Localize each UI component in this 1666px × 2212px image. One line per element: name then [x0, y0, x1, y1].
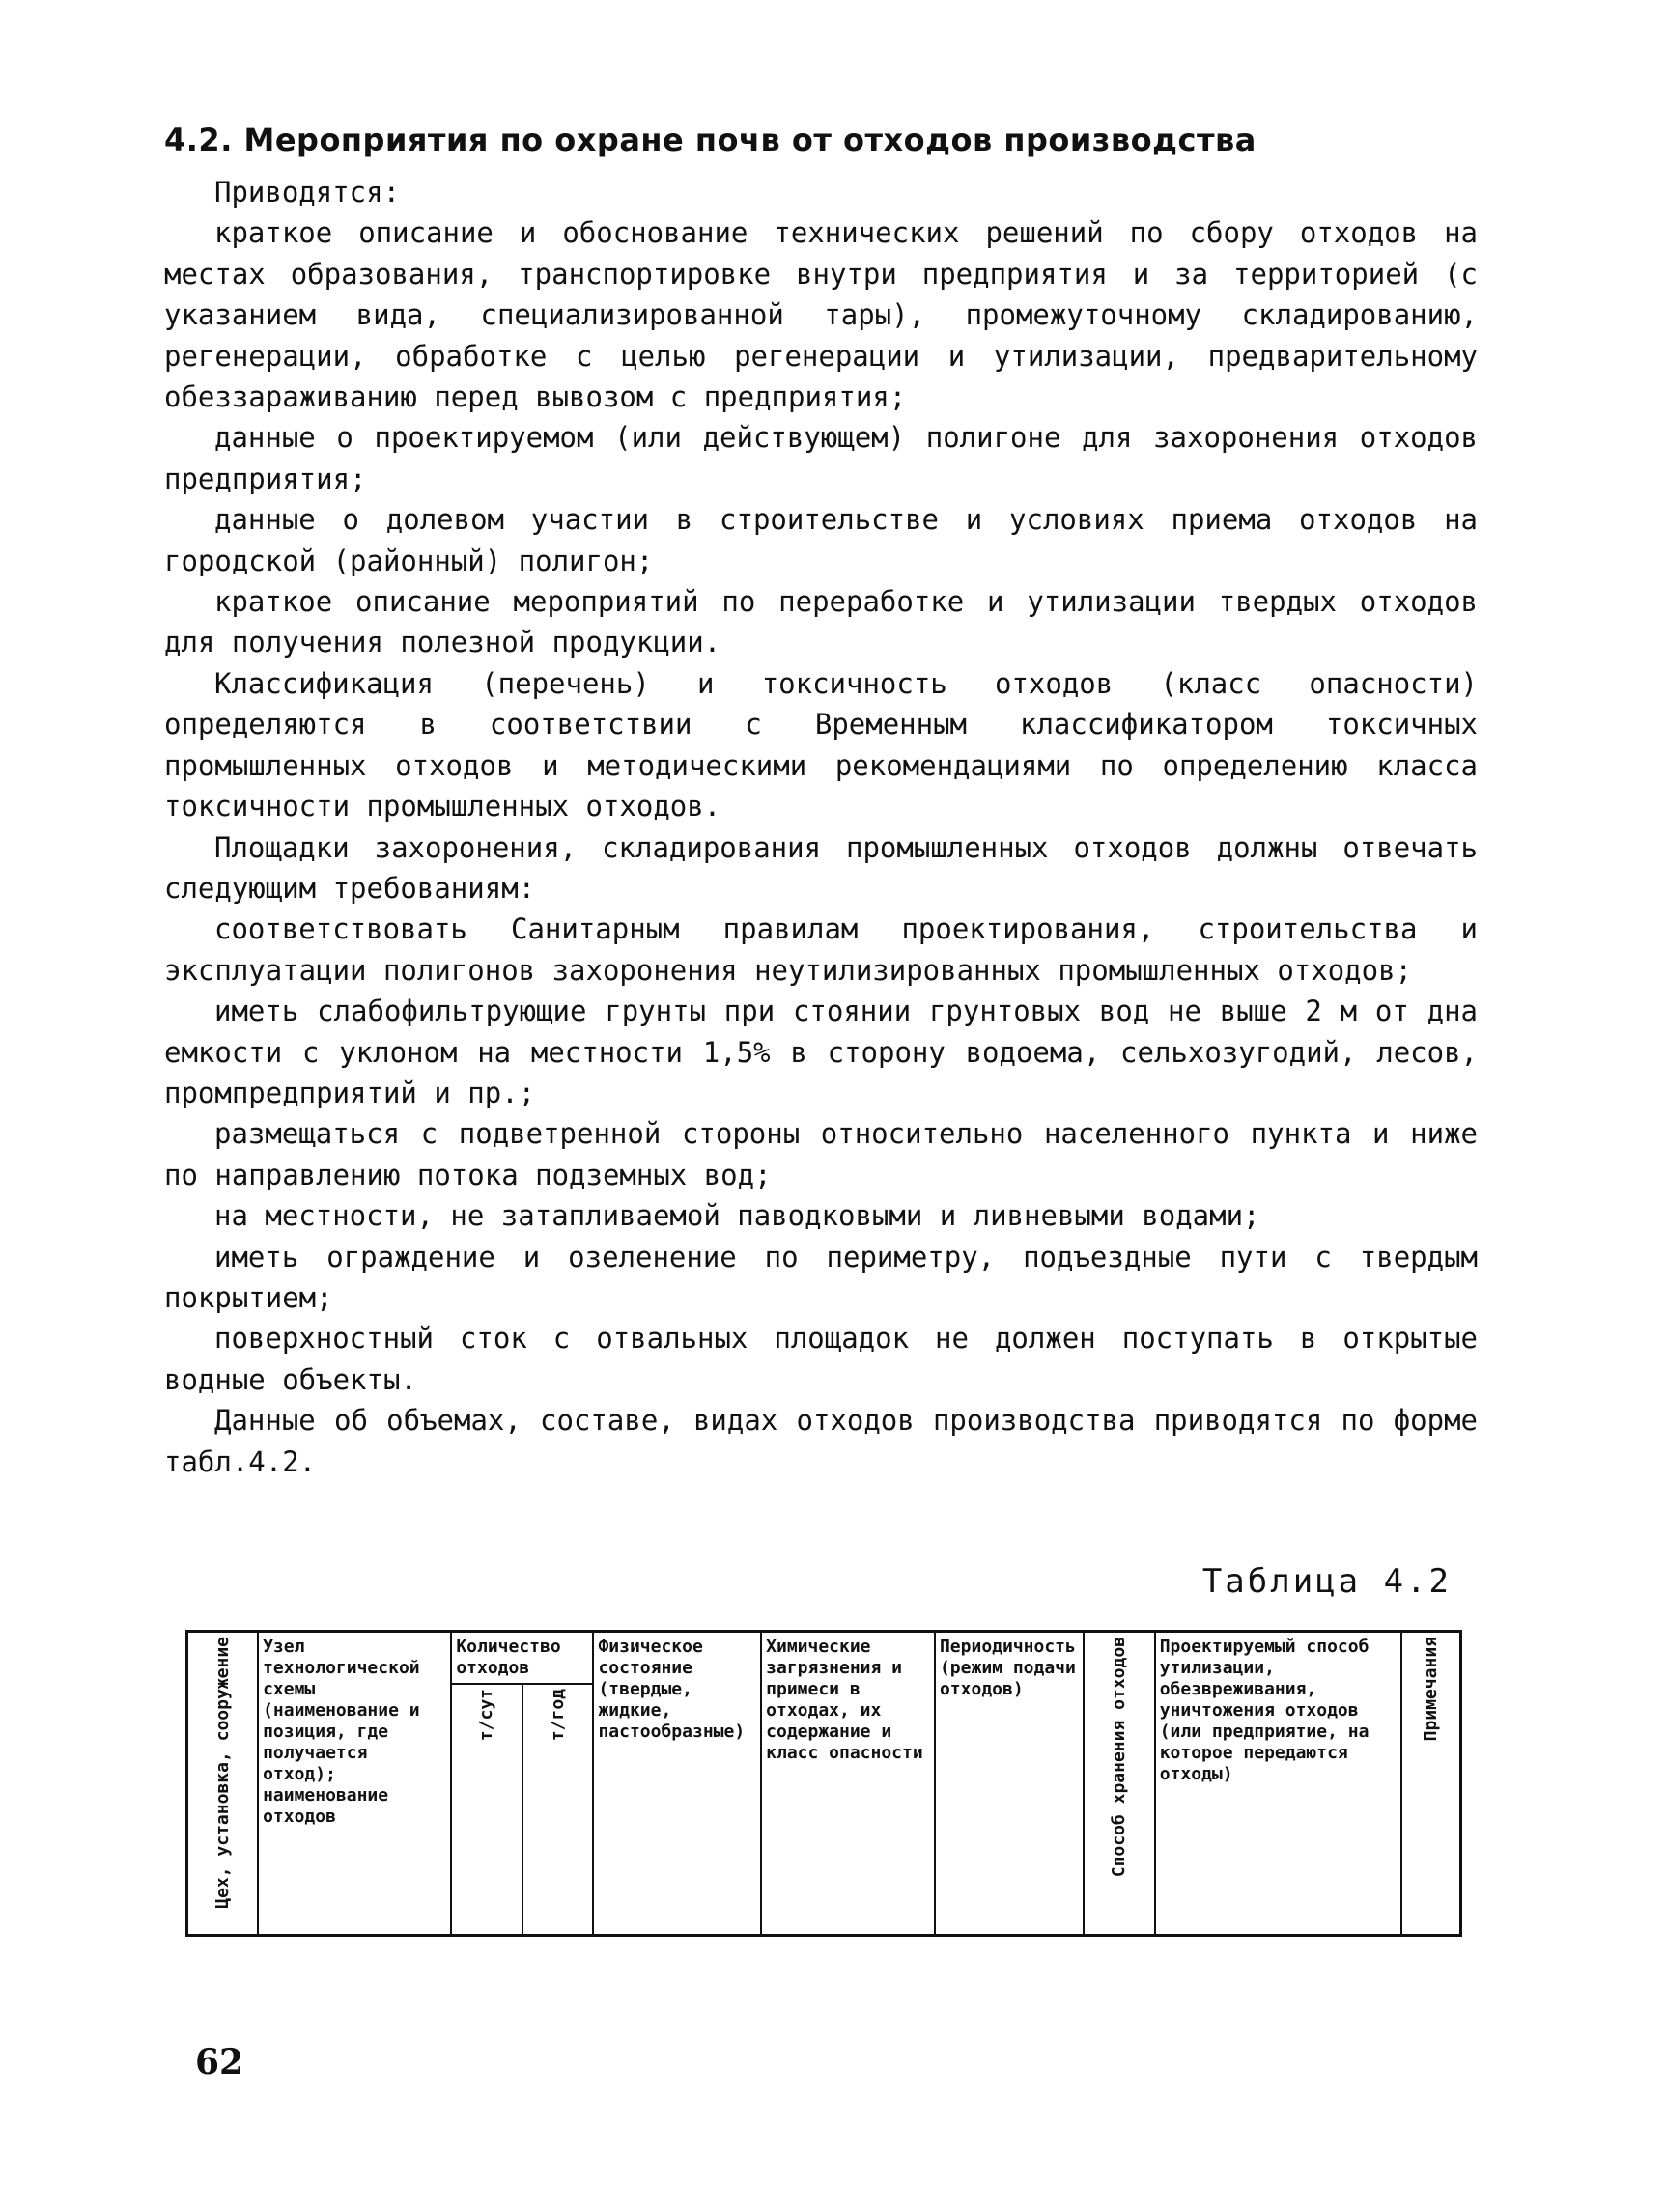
paragraph: иметь ограждение и озеленение по периметру, подъездные пути с твердым покрытием;: [164, 1240, 1478, 1314]
waste-table: [185, 1630, 1462, 1937]
header-physical: Физическое состояние (твердые, жидкие, пастообразные): [593, 1632, 761, 1936]
paragraph: данные о долевом участии в строительстве и условиях приема отходов на городской (районный) полигон;: [164, 503, 1478, 577]
table-caption: Таблица 4.2: [1201, 1562, 1452, 1601]
paragraph: Классификация (перечень) и токсичность отходов (класс опасности) определяются в соответствии с Временным классификатором токсичных промышленных отходов и методическими рекомендациями по определению класса токсичности промышленных отходов.: [164, 666, 1478, 824]
table-header-row: [187, 1632, 1461, 1685]
header-workshop: Цех, установка, сооружение: [187, 1632, 259, 1936]
body-text: [164, 172, 1478, 1482]
section-heading: 4.2. Мероприятия по охране почв от отходов производства: [164, 122, 1257, 158]
paragraph: Данные об объемах, составе, видах отходов производства приводятся по форме табл.4.2.: [164, 1404, 1478, 1478]
header-qty-year: т/год: [522, 1684, 594, 1936]
header-notes: Примечания: [1401, 1632, 1460, 1936]
header-storage: Способ хранения отходов: [1084, 1632, 1155, 1936]
paragraph: данные о проектируемом (или действующем) полигоне для захоронения отходов предприятия;: [164, 421, 1478, 495]
header-quantity: Количество отходов: [451, 1632, 593, 1685]
paragraph: краткое описание мероприятий по переработке и утилизации твердых отходов для получения полезной продукции.: [164, 585, 1478, 659]
paragraph: поверхностный сток с отвальных площадок не должен поступать в открытые водные объекты.: [164, 1322, 1478, 1396]
paragraph: Приводятся:: [214, 176, 401, 209]
paragraph: иметь слабофильтрующие грунты при стоянии грунтовых вод не выше 2 м от дна емкости с уклоном на местности 1,5% в сторону водоема, сельхозугодий, лесов, промпредприятий и пр.;: [164, 994, 1478, 1109]
header-qty-day: т/сут: [451, 1684, 522, 1936]
paragraph: соответствовать Санитарным правилам проектирования, строительства и эксплуатации полигонов захоронения неутилизированных промышленных отходов;: [164, 912, 1478, 987]
header-method: Проектируемый способ утилизации, обезвреживания, уничтожения отходов (или предприятие, на которое передаются отходы): [1155, 1632, 1401, 1936]
header-node: Узел технологической схемы (наименование и позиция, где получается отход); наименование отходов: [258, 1632, 451, 1936]
header-periodicity: Периодичность (режим подачи отходов): [935, 1632, 1084, 1936]
paragraph: краткое описание и обоснование технических решений по сбору отходов на местах образования, транспортировке внутри предприятия и за территорией (с указанием вида, специализированной тары), промежуточному складированию, регенерации, обработке с целью регенерации и утилизации, предварительному обеззараживанию перед вывозом с предприятия;: [164, 216, 1478, 414]
paragraph: Площадки захоронения, складирования промышленных отходов должны отвечать следующим требованиям:: [164, 830, 1478, 905]
header-chemical: Химические загрязнения и примеси в отходах, их содержание и класс опасности: [761, 1632, 935, 1936]
paragraph: на местности, не затапливаемой паводковыми и ливневыми водами;: [214, 1199, 1260, 1233]
paragraph: размещаться с подветренной стороны относительно населенного пункта и ниже по направлению потока подземных вод;: [164, 1117, 1478, 1191]
page-number: 62: [195, 2042, 244, 2083]
